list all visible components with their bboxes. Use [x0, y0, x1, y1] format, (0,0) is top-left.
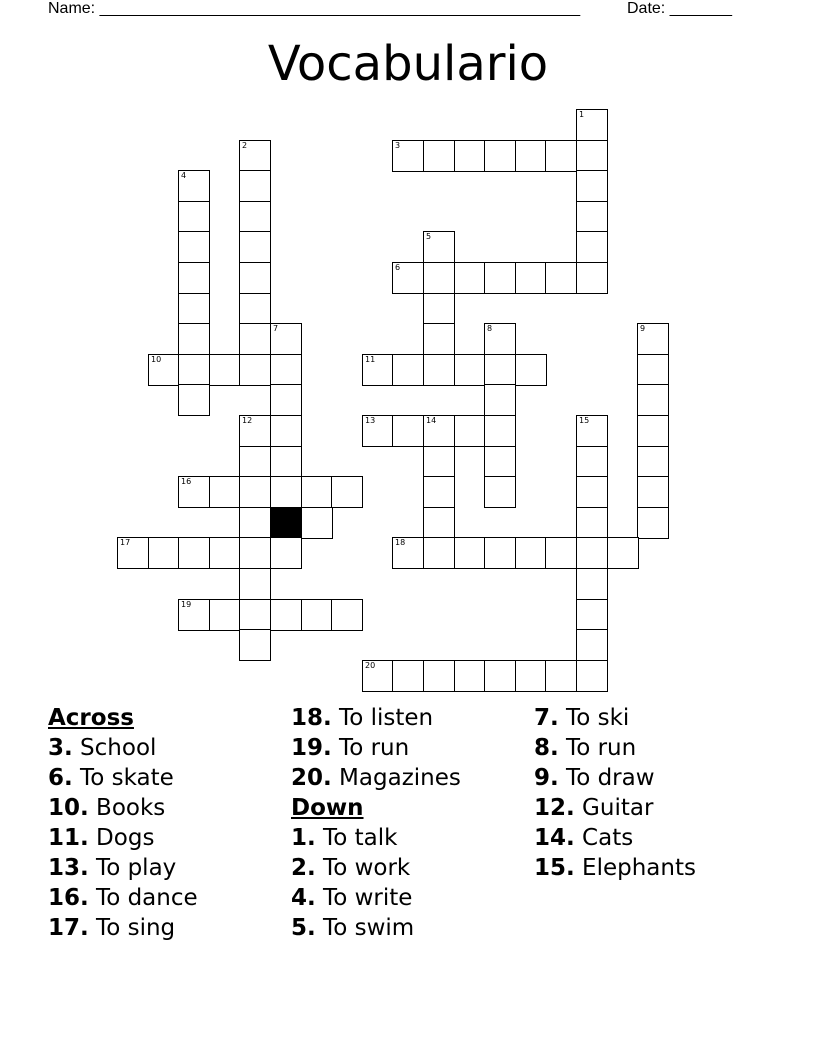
grid-cell[interactable]: [392, 354, 424, 386]
clue-number: 3.: [48, 735, 73, 761]
clue-number-label: 8: [487, 324, 493, 333]
grid-cell-3[interactable]: [392, 140, 424, 172]
grid-cell[interactable]: [637, 507, 669, 539]
grid-cell[interactable]: [178, 293, 210, 325]
grid-cell-1[interactable]: [576, 109, 608, 141]
grid-cell[interactable]: [484, 476, 516, 508]
date-field-line[interactable]: Date: _______: [627, 0, 732, 17]
grid-cell[interactable]: [178, 384, 210, 416]
clue-text: To swim: [315, 915, 415, 941]
grid-cell-2[interactable]: [239, 140, 271, 172]
clue-number-label: 5: [426, 232, 432, 241]
blocked-cell: [270, 507, 302, 539]
grid-cell[interactable]: [423, 537, 455, 569]
across-heading: Across: [48, 705, 134, 731]
clue-number-label: 2: [242, 141, 248, 150]
clue-text: To ski: [558, 705, 630, 731]
grid-cell[interactable]: [454, 354, 486, 386]
clue-text: To write: [315, 885, 413, 911]
grid-cell-11[interactable]: [362, 354, 394, 386]
clue-text: Books: [88, 795, 166, 821]
clue-across-3: [48, 733, 198, 763]
clue-number: 8.: [534, 735, 559, 761]
clue-number-label: 7: [273, 324, 279, 333]
clue-across-20: [291, 763, 461, 793]
clue-text: To skate: [72, 765, 174, 791]
clue-across-13: [48, 853, 198, 883]
clue-down-9: [534, 763, 696, 793]
clue-number-label: 11: [365, 355, 376, 364]
page-title: Vocabulario: [267, 36, 549, 92]
grid-cell[interactable]: [392, 660, 424, 692]
clue-number: 1.: [291, 825, 316, 851]
clue-text: Elephants: [574, 855, 696, 881]
grid-cell-9[interactable]: [637, 323, 669, 355]
clue-text: To work: [315, 855, 411, 881]
clue-down-4: [291, 883, 461, 913]
clue-down-14: [534, 823, 696, 853]
grid-cell[interactable]: [576, 568, 608, 600]
grid-cell[interactable]: [423, 476, 455, 508]
clue-text: Guitar: [574, 795, 654, 821]
grid-cell-10[interactable]: [148, 354, 180, 386]
clue-across-19: [291, 733, 461, 763]
grid-cell[interactable]: [239, 507, 271, 539]
grid-cell[interactable]: [270, 476, 302, 508]
clue-across-11: [48, 823, 198, 853]
clue-text: Cats: [574, 825, 634, 851]
grid-cell-8[interactable]: [484, 323, 516, 355]
grid-cell[interactable]: [178, 262, 210, 294]
grid-cell[interactable]: [270, 384, 302, 416]
clue-down-15: [534, 853, 696, 883]
grid-cell[interactable]: [239, 201, 271, 233]
clue-text: To talk: [315, 825, 398, 851]
grid-cell[interactable]: [178, 537, 210, 569]
grid-cell[interactable]: [423, 354, 455, 386]
clue-number-label: 14: [426, 416, 437, 425]
clue-number-label: 18: [395, 538, 406, 547]
grid-cell[interactable]: [239, 354, 271, 386]
clue-number-label: 1: [579, 110, 585, 119]
clue-number: 17.: [48, 915, 89, 941]
grid-cell[interactable]: [607, 537, 639, 569]
grid-cell[interactable]: [209, 354, 241, 386]
grid-cell[interactable]: [637, 384, 669, 416]
clue-number: 11.: [48, 825, 89, 851]
grid-cell[interactable]: [239, 323, 271, 355]
grid-cell[interactable]: [484, 446, 516, 478]
clue-text: School: [72, 735, 157, 761]
grid-cell[interactable]: [576, 231, 608, 263]
grid-cell[interactable]: [239, 170, 271, 202]
grid-cell-6[interactable]: [392, 262, 424, 294]
grid-cell[interactable]: [423, 140, 455, 172]
grid-cell[interactable]: [209, 537, 241, 569]
clue-number: 9.: [534, 765, 559, 791]
clue-number-label: 15: [579, 416, 590, 425]
grid-cell[interactable]: [209, 599, 241, 631]
grid-cell[interactable]: [484, 354, 516, 386]
clue-number: 20.: [291, 765, 332, 791]
grid-cell[interactable]: [484, 537, 516, 569]
clue-number: 2.: [291, 855, 316, 881]
clue-number: 19.: [291, 735, 332, 761]
clue-number: 13.: [48, 855, 89, 881]
clue-column-2: [291, 703, 461, 943]
grid-cell[interactable]: [576, 446, 608, 478]
clue-across-10: [48, 793, 198, 823]
clue-text: To run: [558, 735, 637, 761]
grid-cell[interactable]: [454, 262, 486, 294]
clue-text: Dogs: [88, 825, 155, 851]
clue-number: 12.: [534, 795, 575, 821]
grid-cell[interactable]: [576, 660, 608, 692]
name-field-line[interactable]: Name: ______________________________________________________: [48, 0, 581, 17]
grid-cell[interactable]: [239, 629, 271, 661]
clue-down-12: [534, 793, 696, 823]
grid-cell[interactable]: [148, 537, 180, 569]
clue-across-18: [291, 703, 461, 733]
clue-number: 6.: [48, 765, 73, 791]
grid-cell-4[interactable]: [178, 170, 210, 202]
grid-cell[interactable]: [423, 293, 455, 325]
grid-cell[interactable]: [239, 446, 271, 478]
grid-cell[interactable]: [209, 476, 241, 508]
clue-number: 15.: [534, 855, 575, 881]
grid-cell[interactable]: [239, 476, 271, 508]
grid-cell[interactable]: [515, 262, 547, 294]
grid-cell[interactable]: [576, 476, 608, 508]
grid-cell[interactable]: [392, 415, 424, 447]
grid-cell-16[interactable]: [178, 476, 210, 508]
clue-number-label: 16: [181, 477, 192, 486]
clue-number-label: 6: [395, 263, 401, 272]
clue-column-3: [534, 703, 696, 883]
grid-cell[interactable]: [331, 599, 363, 631]
grid-cell[interactable]: [423, 446, 455, 478]
clue-number: 14.: [534, 825, 575, 851]
grid-cell[interactable]: [239, 231, 271, 263]
grid-cell[interactable]: [270, 446, 302, 478]
grid-cell[interactable]: [576, 599, 608, 631]
grid-cell[interactable]: [270, 415, 302, 447]
grid-cell[interactable]: [484, 660, 516, 692]
grid-cell-17[interactable]: [117, 537, 149, 569]
grid-cell[interactable]: [515, 354, 547, 386]
clue-number: 10.: [48, 795, 89, 821]
clue-number: 18.: [291, 705, 332, 731]
grid-cell[interactable]: [637, 354, 669, 386]
grid-cell[interactable]: [637, 415, 669, 447]
clue-number: 7.: [534, 705, 559, 731]
grid-cell[interactable]: [576, 507, 608, 539]
clue-number: 16.: [48, 885, 89, 911]
grid-cell[interactable]: [576, 262, 608, 294]
clue-number-label: 3: [395, 141, 401, 150]
clue-number-label: 13: [365, 416, 376, 425]
grid-cell[interactable]: [545, 660, 577, 692]
grid-cell[interactable]: [484, 384, 516, 416]
grid-cell[interactable]: [484, 140, 516, 172]
grid-cell[interactable]: [637, 476, 669, 508]
grid-cell[interactable]: [423, 660, 455, 692]
grid-cell-20[interactable]: [362, 660, 394, 692]
grid-cell[interactable]: [545, 537, 577, 569]
grid-cell[interactable]: [301, 507, 333, 539]
clue-down-5: [291, 913, 461, 943]
grid-cell[interactable]: [484, 415, 516, 447]
grid-cell-5[interactable]: [423, 231, 455, 263]
grid-cell[interactable]: [423, 507, 455, 539]
grid-cell[interactable]: [270, 537, 302, 569]
grid-cell-13[interactable]: [362, 415, 394, 447]
grid-cell[interactable]: [454, 415, 486, 447]
grid-cell[interactable]: [515, 140, 547, 172]
grid-cell[interactable]: [239, 262, 271, 294]
grid-cell[interactable]: [178, 201, 210, 233]
grid-cell[interactable]: [301, 599, 333, 631]
clue-text: To listen: [331, 705, 434, 731]
grid-cell[interactable]: [545, 262, 577, 294]
clue-text: To draw: [558, 765, 655, 791]
grid-cell[interactable]: [331, 476, 363, 508]
grid-cell[interactable]: [515, 537, 547, 569]
grid-cell[interactable]: [576, 140, 608, 172]
clue-number-label: 12: [242, 416, 253, 425]
grid-cell[interactable]: [239, 599, 271, 631]
grid-cell[interactable]: [576, 201, 608, 233]
grid-cell[interactable]: [239, 568, 271, 600]
clue-column-1: [48, 703, 198, 943]
grid-cell[interactable]: [178, 354, 210, 386]
grid-cell[interactable]: [423, 323, 455, 355]
grid-cell[interactable]: [423, 262, 455, 294]
grid-cell-12[interactable]: [239, 415, 271, 447]
grid-cell[interactable]: [454, 140, 486, 172]
clue-number-label: 4: [181, 171, 187, 180]
clue-text: To dance: [88, 885, 198, 911]
clue-across-16: [48, 883, 198, 913]
clue-text: To run: [331, 735, 410, 761]
grid-cell-15[interactable]: [576, 415, 608, 447]
grid-cell-7[interactable]: [270, 323, 302, 355]
clue-text: Magazines: [331, 765, 461, 791]
grid-cell[interactable]: [178, 231, 210, 263]
grid-cell[interactable]: [484, 262, 516, 294]
grid-cell[interactable]: [454, 537, 486, 569]
clue-number-label: 17: [120, 538, 131, 547]
grid-cell[interactable]: [454, 660, 486, 692]
clue-text: To play: [88, 855, 177, 881]
grid-cell[interactable]: [270, 599, 302, 631]
down-heading: Down: [291, 795, 364, 821]
grid-cell[interactable]: [545, 140, 577, 172]
grid-cell[interactable]: [576, 629, 608, 661]
grid-cell-14[interactable]: [423, 415, 455, 447]
clue-number-label: 19: [181, 600, 192, 609]
grid-cell[interactable]: [239, 293, 271, 325]
clue-number-label: 9: [640, 324, 646, 333]
grid-cell[interactable]: [270, 354, 302, 386]
grid-cell[interactable]: [301, 476, 333, 508]
clue-down-8: [534, 733, 696, 763]
grid-cell[interactable]: [239, 537, 271, 569]
clue-down-2: [291, 853, 461, 883]
clue-number: 4.: [291, 885, 316, 911]
clue-number-label: 10: [151, 355, 162, 364]
clue-down-1: [291, 823, 461, 853]
grid-cell[interactable]: [515, 660, 547, 692]
clue-across-17: [48, 913, 198, 943]
clue-across-6: [48, 763, 198, 793]
grid-cell-18[interactable]: [392, 537, 424, 569]
clue-number: 5.: [291, 915, 316, 941]
grid-cell[interactable]: [576, 170, 608, 202]
grid-cell-19[interactable]: [178, 599, 210, 631]
grid-cell[interactable]: [576, 537, 608, 569]
grid-cell[interactable]: [178, 323, 210, 355]
clue-text: To sing: [88, 915, 176, 941]
clue-number-label: 20: [365, 661, 376, 670]
clue-down-7: [534, 703, 696, 733]
grid-cell[interactable]: [637, 446, 669, 478]
